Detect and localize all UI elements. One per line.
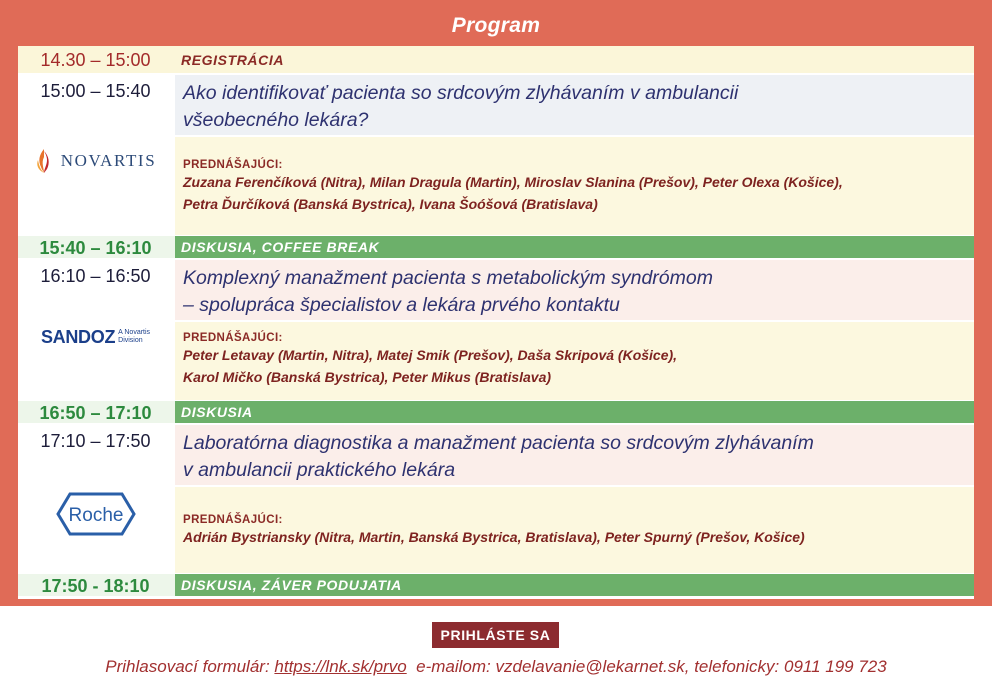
break-1-row: [18, 236, 974, 258]
roche-logo: [18, 491, 173, 537]
form-link[interactable]: https://lnk.sk/prvo: [274, 657, 407, 676]
talk-2-speakers-label: PREDNÁŠAJÚCI:: [183, 332, 283, 344]
talk-2-speakers-line-1: Peter Letavay (Martin, Nitra), Matej Smik (Prešov), Daša Skripová (Košice),: [183, 347, 678, 363]
talk-1-title-line-1: Ako identifikovať pacienta so srdcovým zlyhávaním v ambulancii: [183, 82, 739, 104]
novartis-logo: [18, 143, 173, 179]
registration-label: REGISTRÁCIA: [181, 52, 285, 68]
program-sheet: [18, 46, 974, 599]
break-2-time: 16:50 – 17:10: [39, 403, 152, 423]
talk-3-speakers-label: PREDNÁŠAJÚCI:: [183, 514, 283, 526]
talk-1-speakers-label: PREDNÁŠAJÚCI:: [183, 159, 283, 171]
novartis-wordmark: NOVARTIS: [60, 151, 157, 170]
email-label: e-mailom:: [416, 657, 491, 676]
novartis-flame-icon: [35, 148, 53, 174]
talk-3-speakers: [175, 487, 974, 573]
break-3-label: DISKUSIA, ZÁVER PODUJATIA: [175, 574, 974, 596]
talk-1-title: [175, 75, 974, 135]
break-1-time: 15:40 – 16:10: [39, 238, 152, 258]
phone-number: 0911 199 723: [783, 657, 887, 676]
sandoz-wordmark: SANDOZ: [40, 326, 116, 347]
talk-3-title-line-2: v ambulancii praktického lekára: [183, 459, 456, 481]
talk-2-speakers: [175, 322, 974, 400]
talk-2-title-line-2: – spolupráca špecialistov a lekára prvého kontaktu: [183, 294, 620, 316]
talk-2-time: 16:10 – 16:50: [40, 266, 151, 286]
talk-3-title-line-1: Laboratórna diagnostika a manažment pacienta so srdcovým zlyhávaním: [183, 432, 814, 454]
break-2-row: [18, 401, 974, 423]
sandoz-sub-1: A Novartis: [118, 329, 151, 336]
roche-hexagon-icon: [56, 492, 136, 536]
talk-2-title-line-1: Komplexný manažment pacienta s metabolickým syndrómom: [183, 267, 713, 289]
sandoz-subline: [118, 329, 150, 345]
talk-block-3: [18, 425, 974, 573]
sandoz-sub-2: Division: [118, 337, 143, 344]
talk-2-speakers-line-2: Karol Mičko (Banská Bystrica), Peter Mikus (Bratislava): [183, 369, 552, 385]
email-link[interactable]: vzdelavanie@lekarnet.sk,: [495, 657, 690, 676]
talk-block-1: [18, 75, 974, 235]
break-3-time: 17:50 - 18:10: [41, 576, 150, 596]
break-2-label: DISKUSIA: [175, 401, 974, 423]
talk-1-speakers-line-2: Petra Ďurčíková (Banská Bystrica), Ivana Šoóšová (Bratislava): [183, 196, 598, 212]
registration-row: [18, 46, 974, 73]
form-label: Prihlasovací formulár:: [105, 657, 270, 676]
talk-1-time: 15:00 – 15:40: [40, 81, 151, 101]
talk-3-speakers-line-1: Adrián Bystriansky (Nitra, Martin, Banská Bystrica, Bratislava), Peter Spurný (Prešov, Košice): [183, 529, 805, 545]
sandoz-logo: [18, 324, 173, 350]
talk-block-2: [18, 260, 974, 400]
contact-line: [0, 657, 992, 677]
talk-2-title: [175, 260, 974, 320]
roche-wordmark: Roche: [68, 505, 123, 526]
break-1-label: DISKUSIA, COFFEE BREAK: [175, 236, 974, 258]
register-button[interactable]: PRIHLÁSTE SA: [432, 622, 559, 648]
phone-label: telefonicky:: [694, 657, 780, 676]
registration-time: 14.30 – 15:00: [40, 50, 151, 70]
talk-1-speakers-line-1: Zuzana Ferenčíková (Nitra), Milan Dragula (Martin), Miroslav Slanina (Prešov), Peter Olexa (Košice),: [183, 174, 843, 190]
talk-1-speakers: [175, 137, 974, 235]
talk-3-time: 17:10 – 17:50: [40, 431, 151, 451]
program-title: Program: [451, 14, 541, 37]
break-3-row: [18, 574, 974, 596]
talk-3-title: [175, 425, 974, 485]
talk-1-title-line-2: všeobecného lekára?: [183, 109, 369, 131]
